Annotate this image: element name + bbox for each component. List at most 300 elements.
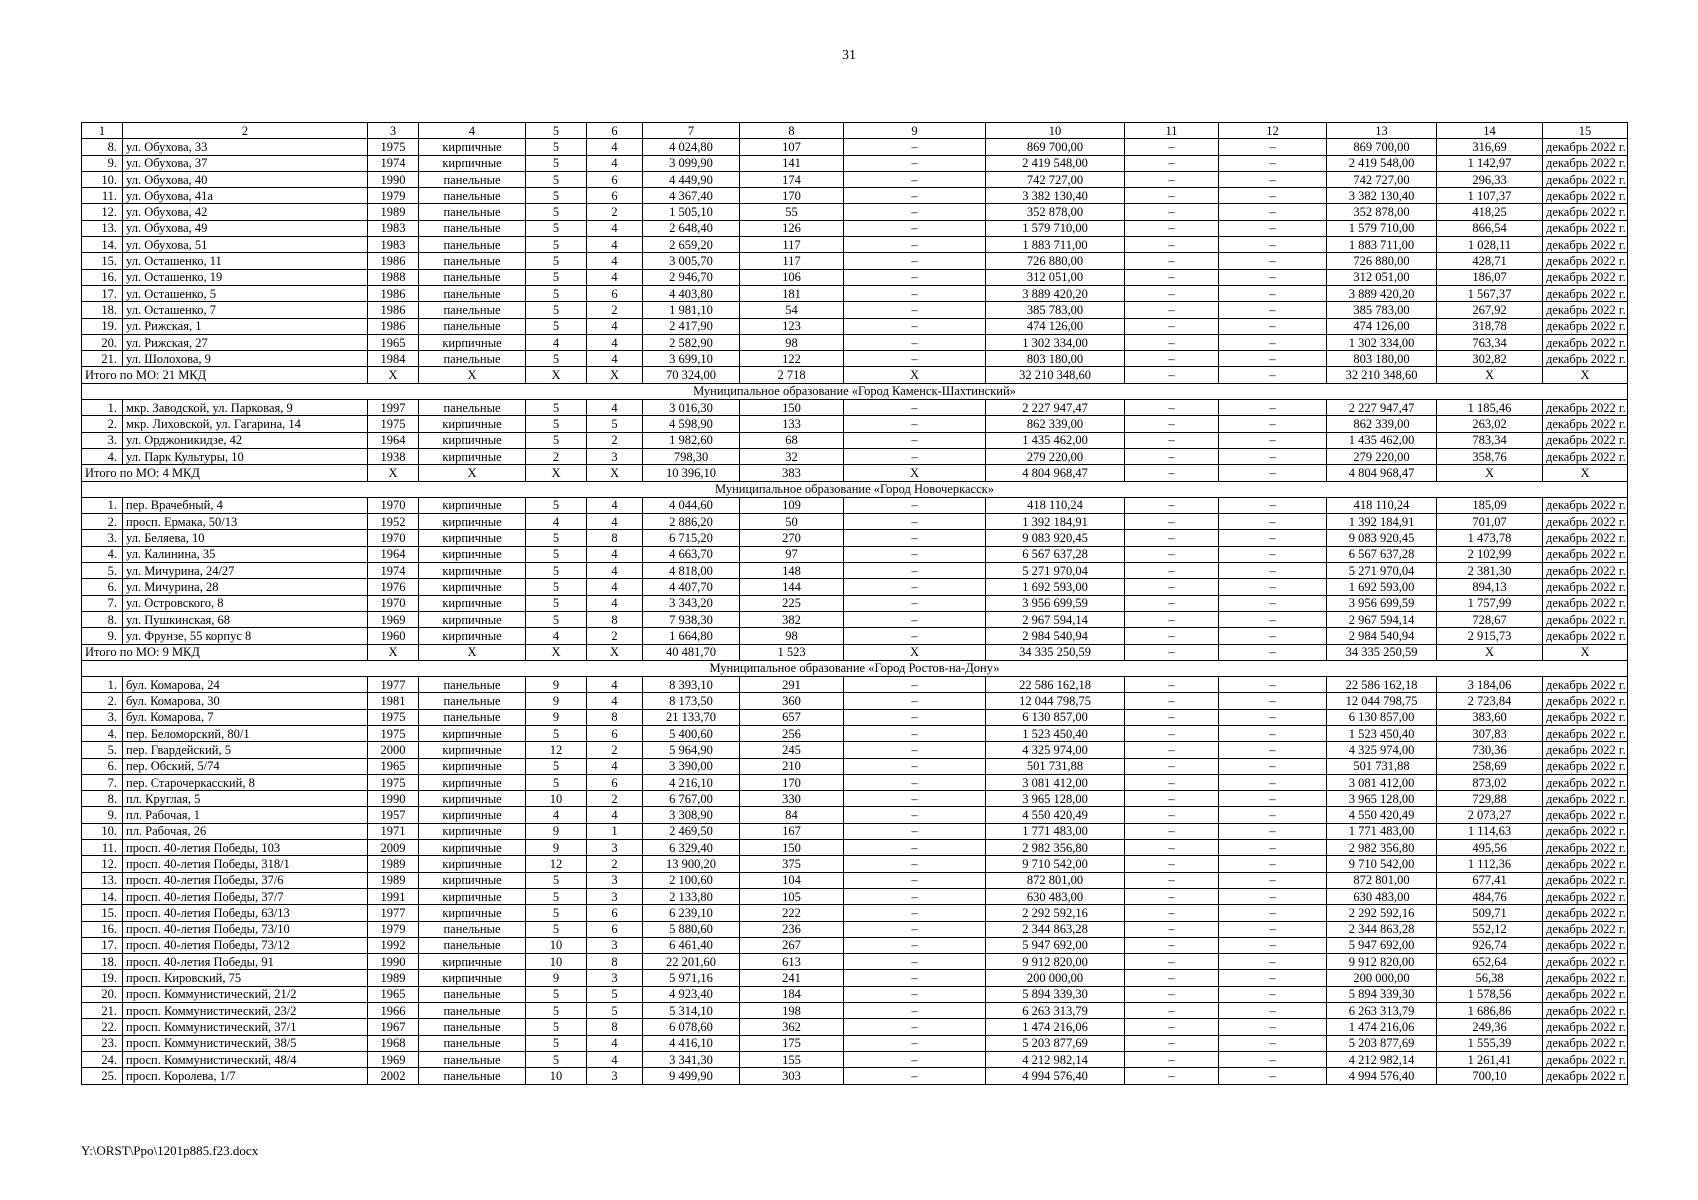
table-cell: 4 <box>587 269 643 285</box>
table-cell: – <box>1219 937 1327 953</box>
table-row <box>82 253 1628 269</box>
table-cell: 34 335 250,59 <box>986 644 1125 660</box>
table-cell: 2 100,60 <box>643 872 740 888</box>
table-cell: X <box>526 367 587 383</box>
table-cell: 5 <box>526 171 587 187</box>
table-cell: 5 <box>526 595 587 611</box>
table-cell: 1969 <box>368 611 419 627</box>
table-cell: 14. <box>82 888 123 904</box>
table-cell: 2. <box>82 416 123 432</box>
table-cell: 22 586 162,18 <box>986 677 1125 693</box>
table-cell: – <box>1219 400 1327 416</box>
table-cell: 1971 <box>368 823 419 839</box>
table-cell: декабрь 2022 г. <box>1543 563 1628 579</box>
table-cell: панельные <box>419 937 526 953</box>
table-cell: 1 028,11 <box>1437 237 1543 253</box>
section-row <box>82 383 1628 399</box>
table-cell: – <box>844 986 986 1002</box>
table-cell: 700,10 <box>1437 1068 1543 1084</box>
table-cell: просп. 40-летия Победы, 318/1 <box>123 856 368 872</box>
table-cell: – <box>1125 188 1219 204</box>
table-cell: 6 <box>587 171 643 187</box>
table-row <box>82 530 1628 546</box>
table-cell: – <box>844 400 986 416</box>
table-cell: – <box>1125 709 1219 725</box>
table-cell: – <box>1219 514 1327 530</box>
table-cell: 4 550 420,49 <box>986 807 1125 823</box>
table-cell: 5 203 877,69 <box>986 1035 1125 1051</box>
table-cell: 9. <box>82 807 123 823</box>
table-cell: – <box>844 1035 986 1051</box>
table-row <box>82 905 1628 921</box>
table-cell: 418 110,24 <box>986 497 1125 513</box>
table-cell: – <box>1125 220 1219 236</box>
table-cell: – <box>1219 318 1327 334</box>
table-cell: 6 715,20 <box>643 530 740 546</box>
table-cell: ул. Рижская, 27 <box>123 334 368 350</box>
table-cell: 9 710 542,00 <box>1327 856 1437 872</box>
table-cell: 358,76 <box>1437 448 1543 464</box>
table-cell: 1991 <box>368 888 419 904</box>
table-cell: 4 <box>587 807 643 823</box>
table-cell: панельные <box>419 171 526 187</box>
table-cell: – <box>844 725 986 741</box>
table-cell: – <box>1125 253 1219 269</box>
table-cell: 3 <box>587 872 643 888</box>
table-cell: 6 461,40 <box>643 937 740 953</box>
table-cell: 4 994 576,40 <box>1327 1068 1437 1084</box>
table-cell: кирпичные <box>419 905 526 921</box>
table-cell: – <box>844 514 986 530</box>
table-cell: 2 718 <box>740 367 844 383</box>
table-cell: 174 <box>740 171 844 187</box>
table-row <box>82 546 1628 562</box>
table-cell: ул. Осташенко, 19 <box>123 269 368 285</box>
table-cell: декабрь 2022 г. <box>1543 970 1628 986</box>
table-cell: 1979 <box>368 188 419 204</box>
table-cell: 630 483,00 <box>1327 888 1437 904</box>
table-cell: декабрь 2022 г. <box>1543 611 1628 627</box>
table-cell: декабрь 2022 г. <box>1543 220 1628 236</box>
table-cell: панельные <box>419 1035 526 1051</box>
table-cell: 4 325 974,00 <box>986 742 1125 758</box>
table-cell: мкр. Лиховской, ул. Гагарина, 14 <box>123 416 368 432</box>
table-cell: – <box>1125 1019 1219 1035</box>
table-cell: 1 523 <box>740 644 844 660</box>
table-cell: 8 <box>587 1019 643 1035</box>
table-cell: 677,41 <box>1437 872 1543 888</box>
table-cell: – <box>1125 774 1219 790</box>
table-cell: кирпичные <box>419 856 526 872</box>
table-cell: 862 339,00 <box>1327 416 1437 432</box>
table-cell: 258,69 <box>1437 758 1543 774</box>
page-number: 31 <box>842 48 856 63</box>
table-cell: 5 964,90 <box>643 742 740 758</box>
table-cell: – <box>844 285 986 301</box>
table-cell: – <box>1125 563 1219 579</box>
table-cell: 198 <box>740 1003 844 1019</box>
table-cell: – <box>844 546 986 562</box>
table-cell: 4 <box>587 237 643 253</box>
table-cell: бул. Комарова, 30 <box>123 693 368 709</box>
column-number-cell: 8 <box>740 123 844 139</box>
table-cell: 4 212 982,14 <box>1327 1051 1437 1067</box>
table-cell: кирпичные <box>419 497 526 513</box>
table-cell: кирпичные <box>419 334 526 350</box>
table-cell: 1975 <box>368 774 419 790</box>
table-cell: 2. <box>82 514 123 530</box>
table-cell: – <box>1125 448 1219 464</box>
column-number-cell: 5 <box>526 123 587 139</box>
table-cell: 10. <box>82 823 123 839</box>
table-cell: 4 550 420,49 <box>1327 807 1437 823</box>
table-cell: – <box>1125 285 1219 301</box>
table-cell: 5 947 692,00 <box>986 937 1125 953</box>
table-cell: декабрь 2022 г. <box>1543 595 1628 611</box>
table-cell: – <box>1219 628 1327 644</box>
total-row <box>82 465 1628 481</box>
table-cell: 803 180,00 <box>1327 351 1437 367</box>
table-cell: 6 <box>587 725 643 741</box>
table-cell: – <box>1219 285 1327 301</box>
table-cell: 5 894 339,30 <box>986 986 1125 1002</box>
table-cell: 4 923,40 <box>643 986 740 1002</box>
table-cell: ул. Обухова, 42 <box>123 204 368 220</box>
table-cell: – <box>1219 220 1327 236</box>
table-cell: 3 <box>587 970 643 986</box>
table-cell: 3 081 412,00 <box>986 774 1125 790</box>
table-cell: 84 <box>740 807 844 823</box>
table-cell: 5 <box>526 155 587 171</box>
table-cell: 5 <box>526 1003 587 1019</box>
table-cell: 32 <box>740 448 844 464</box>
table-cell: – <box>1125 334 1219 350</box>
table-cell: – <box>1125 1068 1219 1084</box>
table-cell: 4 818,00 <box>643 563 740 579</box>
table-cell: 1 302 334,00 <box>986 334 1125 350</box>
table-cell: 1952 <box>368 514 419 530</box>
table-cell: – <box>1219 725 1327 741</box>
table-cell: 210 <box>740 758 844 774</box>
table-cell: – <box>1125 465 1219 481</box>
table-cell: просп. 40-летия Победы, 73/10 <box>123 921 368 937</box>
table-cell: кирпичные <box>419 611 526 627</box>
table-cell: X <box>844 644 986 660</box>
table-cell: 701,07 <box>1437 514 1543 530</box>
table-cell: 1 523 450,40 <box>986 725 1125 741</box>
table-cell: – <box>1219 693 1327 709</box>
table-cell: – <box>1219 237 1327 253</box>
table-cell: 3 390,00 <box>643 758 740 774</box>
table-cell: – <box>1219 807 1327 823</box>
table-cell: 40 481,70 <box>643 644 740 660</box>
table-cell: – <box>1219 269 1327 285</box>
table-cell: 862 339,00 <box>986 416 1125 432</box>
table-cell: 3 005,70 <box>643 253 740 269</box>
table-cell: 68 <box>740 432 844 448</box>
table-cell: X <box>419 465 526 481</box>
table-cell: – <box>1125 514 1219 530</box>
table-cell: – <box>1219 856 1327 872</box>
table-row <box>82 351 1628 367</box>
table-cell: 5 <box>526 1019 587 1035</box>
table-cell: кирпичные <box>419 791 526 807</box>
table-cell: – <box>1125 921 1219 937</box>
table-cell: – <box>1125 1035 1219 1051</box>
table-cell: декабрь 2022 г. <box>1543 1035 1628 1051</box>
table-cell: кирпичные <box>419 530 526 546</box>
table-row <box>82 1051 1628 1067</box>
table-cell: 501 731,88 <box>986 758 1125 774</box>
table-cell: 3. <box>82 530 123 546</box>
table-cell: 730,36 <box>1437 742 1543 758</box>
table-cell: 2 344 863,28 <box>1327 921 1437 937</box>
total-label: Итого по МО: 21 МКД <box>82 367 368 383</box>
table-cell: 1 474 216,06 <box>986 1019 1125 1035</box>
table-cell: – <box>844 448 986 464</box>
table-cell: X <box>526 465 587 481</box>
table-cell: ул. Мичурина, 24/27 <box>123 563 368 579</box>
table-cell: 10 <box>526 791 587 807</box>
table-cell: 4 449,90 <box>643 171 740 187</box>
table-cell: – <box>844 791 986 807</box>
table-cell: 303 <box>740 1068 844 1084</box>
section-title: Муниципальное образование «Город Ростов-на-Дону» <box>82 660 1628 676</box>
table-cell: декабрь 2022 г. <box>1543 742 1628 758</box>
table-cell: пер. Старочеркасский, 8 <box>123 774 368 790</box>
table-cell: пер. Врачебный, 4 <box>123 497 368 513</box>
table-cell: 5 <box>526 563 587 579</box>
table-cell: 5 <box>526 416 587 432</box>
table-cell: – <box>1125 954 1219 970</box>
table-cell: 5 <box>526 1051 587 1067</box>
table-cell: – <box>844 563 986 579</box>
table-cell: 9 <box>526 970 587 986</box>
table-cell: 4 804 968,47 <box>986 465 1125 481</box>
table-row <box>82 416 1628 432</box>
total-label: Итого по МО: 9 МКД <box>82 644 368 660</box>
table-cell: 12 <box>526 742 587 758</box>
table-cell: ул. Шолохова, 9 <box>123 351 368 367</box>
table-cell: кирпичные <box>419 758 526 774</box>
table-cell: ул. Фрунзе, 55 корпус 8 <box>123 628 368 644</box>
table-cell: 312 051,00 <box>986 269 1125 285</box>
table-cell: 9 499,90 <box>643 1068 740 1084</box>
table-cell: – <box>1125 432 1219 448</box>
table-cell: 1 185,46 <box>1437 400 1543 416</box>
table-cell: декабрь 2022 г. <box>1543 872 1628 888</box>
table-cell: пл. Рабочая, 26 <box>123 823 368 839</box>
table-cell: 6 239,10 <box>643 905 740 921</box>
table-cell: 5 <box>526 530 587 546</box>
table-cell: 21 133,70 <box>643 709 740 725</box>
table-cell: 1975 <box>368 725 419 741</box>
table-cell: декабрь 2022 г. <box>1543 204 1628 220</box>
table-cell: 484,76 <box>1437 888 1543 904</box>
table-cell: 5 <box>526 188 587 204</box>
table-cell: 236 <box>740 921 844 937</box>
table-cell: декабрь 2022 г. <box>1543 937 1628 953</box>
table-cell: 5 314,10 <box>643 1003 740 1019</box>
table-cell: 1989 <box>368 970 419 986</box>
table-cell: 1986 <box>368 253 419 269</box>
table-cell: 3 <box>587 937 643 953</box>
table-cell: 270 <box>740 530 844 546</box>
table-cell: 23. <box>82 1035 123 1051</box>
table-cell: 383 <box>740 465 844 481</box>
table-cell: 509,71 <box>1437 905 1543 921</box>
table-cell: 13. <box>82 872 123 888</box>
table-cell: кирпичные <box>419 563 526 579</box>
column-number-cell: 12 <box>1219 123 1327 139</box>
table-cell: – <box>1125 970 1219 986</box>
table-cell: 155 <box>740 1051 844 1067</box>
table-cell: 657 <box>740 709 844 725</box>
table-row <box>82 318 1628 334</box>
table-cell: 3 956 699,59 <box>986 595 1125 611</box>
table-cell: кирпичные <box>419 432 526 448</box>
table-cell: – <box>1125 872 1219 888</box>
table-cell: 148 <box>740 563 844 579</box>
table-cell: 3 099,90 <box>643 155 740 171</box>
table-cell: X <box>1543 367 1628 383</box>
table-cell: ул. Осташенко, 11 <box>123 253 368 269</box>
table-cell: 1. <box>82 400 123 416</box>
table-cell: просп. Коммунистический, 37/1 <box>123 1019 368 1035</box>
column-number-cell: 4 <box>419 123 526 139</box>
table-cell: 56,38 <box>1437 970 1543 986</box>
table-cell: X <box>587 367 643 383</box>
table-cell: 783,34 <box>1437 432 1543 448</box>
table-cell: 18. <box>82 302 123 318</box>
table-cell: панельные <box>419 693 526 709</box>
table-cell: 1986 <box>368 302 419 318</box>
table-cell: 3 699,10 <box>643 351 740 367</box>
table-cell: – <box>1219 595 1327 611</box>
table-cell: 5 971,16 <box>643 970 740 986</box>
table-cell: – <box>1125 416 1219 432</box>
table-cell: – <box>1125 367 1219 383</box>
table-cell: 4. <box>82 448 123 464</box>
table-row <box>82 514 1628 530</box>
table-cell: – <box>1219 888 1327 904</box>
table-cell: пер. Гвардейский, 5 <box>123 742 368 758</box>
table-cell: 352 878,00 <box>1327 204 1437 220</box>
total-label: Итого по МО: 4 МКД <box>82 465 368 481</box>
table-cell: 742 727,00 <box>986 171 1125 187</box>
table-cell: пер. Беломорский, 80/1 <box>123 725 368 741</box>
table-cell: 869 700,00 <box>1327 139 1437 155</box>
table-cell: 7. <box>82 774 123 790</box>
table-cell: панельные <box>419 709 526 725</box>
table-cell: 2002 <box>368 1068 419 1084</box>
table-cell: 14. <box>82 237 123 253</box>
table-cell: 652,64 <box>1437 954 1543 970</box>
table-cell: 4 024,80 <box>643 139 740 155</box>
table-row <box>82 709 1628 725</box>
table-cell: – <box>844 432 986 448</box>
table-cell: 184 <box>740 986 844 1002</box>
table-cell: – <box>1219 709 1327 725</box>
file-path-footer: Y:\ORST\Ppo\1201p885.f23.docx <box>81 1143 259 1158</box>
table-cell: 267 <box>740 937 844 953</box>
table-cell: 1 505,10 <box>643 204 740 220</box>
table-cell: 6 <box>587 921 643 937</box>
table-cell: 1. <box>82 677 123 693</box>
table-cell: 6 <box>587 188 643 204</box>
table-row <box>82 334 1628 350</box>
table-cell: 1975 <box>368 416 419 432</box>
column-number-cell: 14 <box>1437 123 1543 139</box>
table-row <box>82 823 1628 839</box>
table-cell: бул. Комарова, 7 <box>123 709 368 725</box>
table-cell: 2 723,84 <box>1437 693 1543 709</box>
table-cell: 6 329,40 <box>643 840 740 856</box>
table-cell: 307,83 <box>1437 725 1543 741</box>
table-cell: – <box>1219 677 1327 693</box>
table-cell: 19. <box>82 970 123 986</box>
column-number-cell: 7 <box>643 123 740 139</box>
table-cell: кирпичные <box>419 628 526 644</box>
table-cell: 291 <box>740 677 844 693</box>
table-cell: 2 967 594,14 <box>1327 611 1437 627</box>
table-cell: 1 982,60 <box>643 432 740 448</box>
table-cell: декабрь 2022 г. <box>1543 432 1628 448</box>
table-cell: 5 <box>526 725 587 741</box>
table-cell: 170 <box>740 188 844 204</box>
table-cell: – <box>844 595 986 611</box>
table-cell: 11. <box>82 840 123 856</box>
table-cell: 3 184,06 <box>1437 677 1543 693</box>
table-cell: – <box>1125 937 1219 953</box>
table-cell: 105 <box>740 888 844 904</box>
table-cell: 10 <box>526 1068 587 1084</box>
table-cell: 17. <box>82 937 123 953</box>
table-cell: 4 <box>587 334 643 350</box>
table-cell: 117 <box>740 237 844 253</box>
table-cell: – <box>1219 416 1327 432</box>
table-cell: 1960 <box>368 628 419 644</box>
table-cell: – <box>1219 367 1327 383</box>
table-cell: 15. <box>82 253 123 269</box>
table-cell: 1 435 462,00 <box>1327 432 1437 448</box>
table-row <box>82 595 1628 611</box>
table-cell: 8 <box>587 611 643 627</box>
table-cell: 1986 <box>368 318 419 334</box>
table-cell: – <box>844 253 986 269</box>
table-cell: – <box>844 905 986 921</box>
table-cell: 4 994 576,40 <box>986 1068 1125 1084</box>
table-cell: – <box>844 497 986 513</box>
table-cell: декабрь 2022 г. <box>1543 840 1628 856</box>
table-cell: декабрь 2022 г. <box>1543 237 1628 253</box>
table-row <box>82 774 1628 790</box>
table-cell: 2 419 548,00 <box>1327 155 1437 171</box>
table-cell: 1983 <box>368 220 419 236</box>
table-row <box>82 840 1628 856</box>
table-cell: – <box>844 823 986 839</box>
table-cell: X <box>844 367 986 383</box>
table-cell: панельные <box>419 1003 526 1019</box>
table-cell: 4 <box>587 155 643 171</box>
table-cell: 2 <box>526 448 587 464</box>
table-cell: 24. <box>82 1051 123 1067</box>
table-cell: 5 271 970,04 <box>986 563 1125 579</box>
table-cell: – <box>1125 497 1219 513</box>
table-cell: 4 <box>587 1035 643 1051</box>
table-cell: 54 <box>740 302 844 318</box>
table-cell: 1. <box>82 497 123 513</box>
